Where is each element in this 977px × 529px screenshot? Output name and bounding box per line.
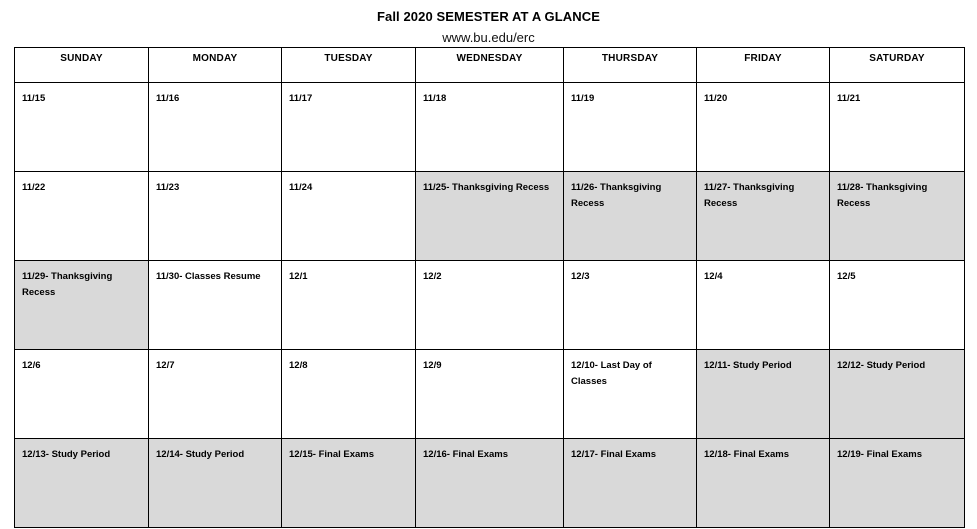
weekday-header-monday: MONDAY <box>149 48 282 83</box>
weekday-header-wednesday: WEDNESDAY <box>416 48 564 83</box>
day-cell <box>416 350 564 439</box>
week-row <box>15 83 965 172</box>
day-cell-text: 12/13- Study Period <box>22 449 111 460</box>
day-cell-text: 11/28- Thanksgiving Recess <box>837 182 928 209</box>
day-cell <box>416 439 564 528</box>
weekday-header-tuesday: TUESDAY <box>282 48 416 83</box>
day-cell <box>697 172 830 261</box>
day-cell <box>149 172 282 261</box>
weekday-header-sunday: SUNDAY <box>15 48 149 83</box>
day-cell-text: 11/26- Thanksgiving Recess <box>571 182 662 209</box>
day-cell-text: 11/20 <box>704 93 728 104</box>
day-cell <box>830 261 965 350</box>
day-cell-text: 12/17- Final Exams <box>571 449 657 460</box>
day-cell-text: 12/11- Study Period <box>704 360 792 371</box>
day-cell <box>564 439 697 528</box>
day-cell-text: 11/30- Classes Resume <box>156 271 261 282</box>
day-cell-text: 11/25- Thanksgiving Recess <box>423 182 550 193</box>
day-cell <box>15 172 149 261</box>
day-cell <box>15 83 149 172</box>
day-cell <box>416 261 564 350</box>
week-row <box>15 261 965 350</box>
day-cell <box>15 439 149 528</box>
day-cell-text: 12/7 <box>156 360 175 371</box>
day-cell-text: 12/8 <box>289 360 308 371</box>
weekday-header-saturday: SATURDAY <box>830 48 965 83</box>
day-cell <box>15 261 149 350</box>
day-cell <box>282 83 416 172</box>
day-cell <box>15 350 149 439</box>
day-cell-text: 11/19 <box>571 93 595 104</box>
page-subtitle-url: www.bu.edu/erc <box>442 30 535 45</box>
week-row <box>15 350 965 439</box>
day-cell <box>564 172 697 261</box>
day-cell <box>282 439 416 528</box>
day-cell-text: 11/17 <box>289 93 313 104</box>
day-cell <box>149 83 282 172</box>
day-cell-text: 11/15 <box>22 93 46 104</box>
day-cell-text: 12/16- Final Exams <box>423 449 509 460</box>
day-cell-text: 12/12- Study Period <box>837 360 926 371</box>
day-cell <box>416 172 564 261</box>
day-cell-text: 12/18- Final Exams <box>704 449 790 460</box>
day-cell-text: 12/6 <box>22 360 41 371</box>
day-cell-text: 11/29- Thanksgiving Recess <box>22 271 113 298</box>
weekday-header-friday: FRIDAY <box>697 48 830 83</box>
day-cell <box>830 350 965 439</box>
day-cell-text: 12/5 <box>837 271 856 282</box>
day-cell-text: 11/24 <box>289 182 313 193</box>
day-cell <box>697 83 830 172</box>
day-cell <box>282 261 416 350</box>
day-cell-text: 12/4 <box>704 271 723 282</box>
day-cell <box>282 350 416 439</box>
day-cell-text: 12/1 <box>289 271 308 282</box>
day-cell <box>697 261 830 350</box>
day-cell <box>697 350 830 439</box>
day-cell <box>149 350 282 439</box>
day-cell <box>282 172 416 261</box>
day-cell <box>564 350 697 439</box>
day-cell <box>697 439 830 528</box>
day-cell <box>830 439 965 528</box>
day-cell-text: 12/15- Final Exams <box>289 449 375 460</box>
weekday-header-row <box>15 48 965 83</box>
day-cell <box>564 261 697 350</box>
day-cell-text: 12/10- Last Day of Classes <box>571 360 652 387</box>
day-cell <box>149 261 282 350</box>
week-row <box>15 172 965 261</box>
day-cell-text: 12/14- Study Period <box>156 449 245 460</box>
week-row <box>15 439 965 528</box>
day-cell <box>149 439 282 528</box>
day-cell-text: 12/9 <box>423 360 442 371</box>
day-cell-text: 11/27- Thanksgiving Recess <box>704 182 795 209</box>
day-cell-text: 11/18 <box>423 93 447 104</box>
page-title: Fall 2020 SEMESTER AT A GLANCE <box>376 9 601 24</box>
day-cell-text: 11/22 <box>22 182 46 193</box>
weekday-header-thursday: THURSDAY <box>564 48 697 83</box>
day-cell <box>830 172 965 261</box>
day-cell <box>416 83 564 172</box>
day-cell-text: 12/3 <box>571 271 590 282</box>
day-cell-text: 12/2 <box>423 271 442 282</box>
day-cell-text: 12/19- Final Exams <box>837 449 923 460</box>
day-cell-text: 11/23 <box>156 182 180 193</box>
day-cell <box>564 83 697 172</box>
day-cell-text: 11/21 <box>837 93 861 104</box>
day-cell <box>830 83 965 172</box>
day-cell-text: 11/16 <box>156 93 180 104</box>
calendar-table <box>14 47 965 528</box>
